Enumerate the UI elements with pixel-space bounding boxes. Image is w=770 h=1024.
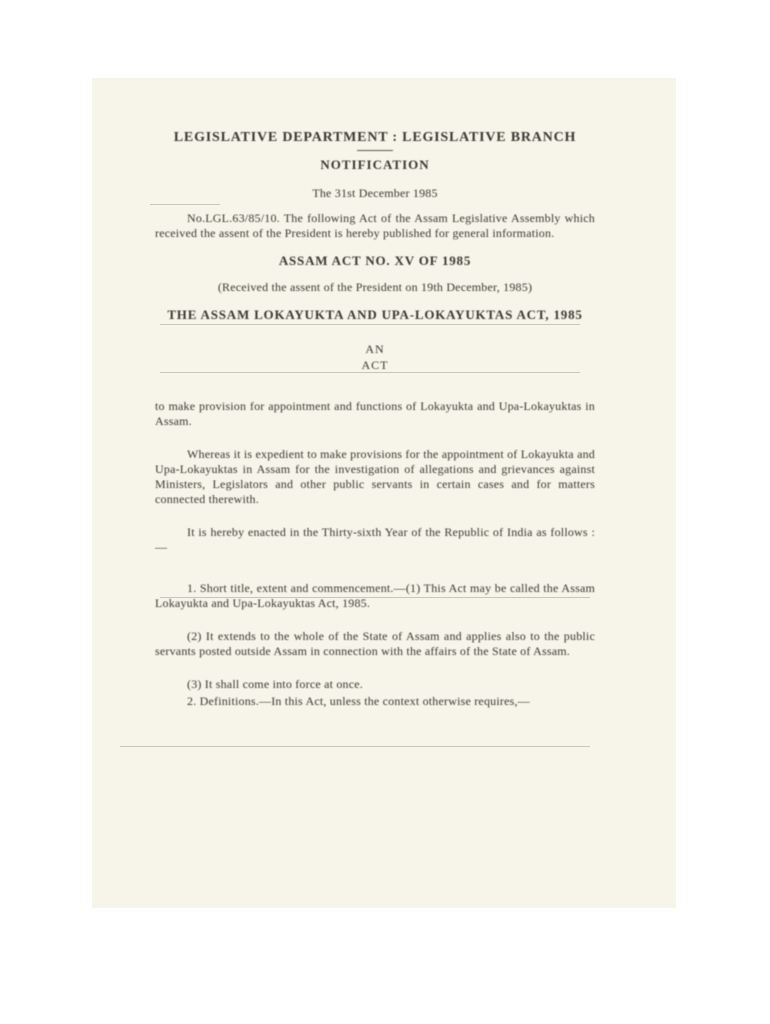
section-2-definitions: 2. Definitions.—In this Act, unless the context otherwise requires,— (187, 694, 530, 708)
an-label: AN (365, 342, 385, 356)
document-content (155, 130, 595, 709)
scan-noise-line (120, 746, 590, 747)
enactment-paragraph: It is hereby enacted in the Thirty-sixth Year of the Republic of India as follows :— (155, 525, 595, 554)
department-heading: LEGISLATIVE DEPARTMENT : LEGISLATIVE BRANCH (173, 130, 577, 145)
act-label: ACT (361, 358, 389, 372)
intro-paragraph: No.LGL.63/85/10. The following Act of the Assam Legislative Assembly which received the assent of the President is hereby published for general information. (155, 211, 595, 240)
whereas-paragraph: Whereas it is expedient to make provisions for the appointment of Lokayukta and Upa-Lokayuktas in Assam for the investigation of allegations and grievances against Ministers, Legislators and other public servants in certain cases and for matters connected therewith. (155, 447, 595, 506)
notification-title: NOTIFICATION (320, 157, 430, 172)
preamble-purpose: to make provision for appointment and functions of Lokayukta and Upa-Lokayuktas in Assam. (155, 399, 595, 428)
heading-rule (357, 150, 393, 151)
section-1-commencement: (3) It shall come into force at once. (187, 677, 363, 691)
section-1-short-title: 1. Short title, extent and commencement.—(1) This Act may be called the Assam Lokayukta and Upa-Lokayuktas Act, 1985. (155, 581, 595, 610)
act-title: THE ASSAM LOKAYUKTA AND UPA-LOKAYUKTAS ACT, 1985 (167, 307, 583, 322)
assent-note: (Received the assent of the President on 19th December, 1985) (217, 280, 533, 294)
notification-date: The 31st December 1985 (312, 186, 438, 200)
act-number: ASSAM ACT NO. XV OF 1985 (278, 253, 472, 268)
an-act-label (155, 341, 595, 373)
section-1-extent: (2) It extends to the whole of the State of Assam and applies also to the public servants posted outside Assam in connection with the affairs of the State of Assam. (155, 629, 595, 658)
